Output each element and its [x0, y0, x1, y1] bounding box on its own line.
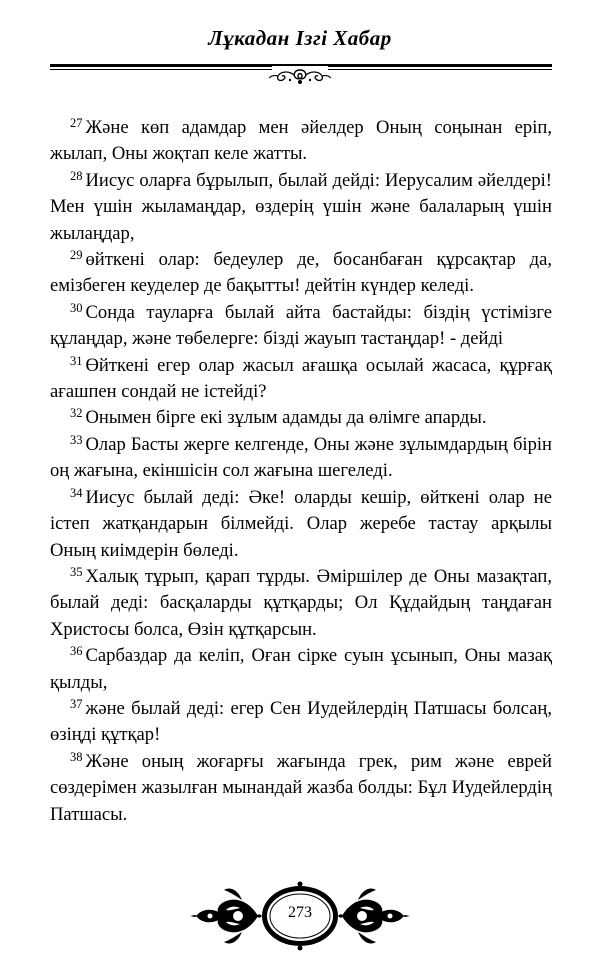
- verse-37: [50, 696, 552, 749]
- verse-number: 31: [70, 353, 83, 368]
- verse-29: [50, 247, 552, 300]
- verse-30: [50, 300, 552, 353]
- verse-33: [50, 432, 552, 485]
- verse-32: [50, 405, 552, 431]
- verse-text: Онымен бірге екі зұлым адамды да өлімге апарды.: [85, 407, 487, 429]
- verse-28: [50, 168, 552, 247]
- verse-number: 33: [70, 432, 83, 447]
- verse-number: 27: [70, 116, 83, 130]
- verse-36: [50, 643, 552, 696]
- page-number: 273: [288, 904, 312, 921]
- verse-number: 32: [70, 406, 83, 421]
- verse-text: Сарбаздар да келіп, Оған сірке суын ұсынып, Оны мазақ қылды,: [50, 645, 552, 693]
- verse-35: [50, 564, 552, 643]
- verse-text: Олар Басты жерге келгенде, Оны және зұлымдардың бірін оң жағына, екіншісін сол жағына шегеледі.: [50, 433, 552, 482]
- verse-text: Және көп адамдар мен әйелдер Оның соңынан еріп, жылап, Оны жоқтап келе жатты.: [50, 117, 552, 165]
- verse-text: Халық тұрып, қарап тұрды. Әміршілер де Оны мазақтап, былай деді: басқаларды құтқарды; Ол Құдайдың таңдаған Христосы болса, Өзін құтқарсын.: [50, 565, 552, 640]
- verse-text: Және оның жоғарғы жағында грек, рим және еврей сөздерімен жазылған мынандай жазба болды: Бұл Иудейлердің Патшасы.: [50, 750, 552, 825]
- verse-text: Өйткені егер олар жасыл ағашқа осылай жасаса, құрғақ ағашпен сондай не істейді?: [50, 354, 552, 403]
- scripture-text: [50, 115, 552, 828]
- verse-number: 36: [70, 644, 83, 659]
- running-header-title: Лұкадан Ізгі Хабар: [208, 26, 392, 50]
- verse-text: Сонда тауларға былай айта бастайды: біздің үстімізге құлаңдар, және төбелерге: бізді жауып тастаңдар! - дейді: [50, 301, 552, 350]
- header-flourish-icon: [266, 66, 334, 88]
- verse-text: өйткені олар: бедеулер де, босанбаған құрсақтар да, емізбеген кеуделер де бақытты! дейтін күндер келеді.: [50, 249, 552, 297]
- verse-number: 34: [70, 485, 83, 500]
- verse-text: Иисус оларға бұрылып, былай дейді: Иерусалим әйелдері! Мен үшін жыламаңдар, өздерің үшін және балаларың үшін жылаңдар,: [50, 169, 552, 244]
- verse-38: [50, 749, 552, 828]
- verse-text: Иисус былай деді: Әке! оларды кешір, өйткені олар не істеп жатқандарын білмейді. Олар жеребе тастау арқылы Оның киімдерін бөледі.: [50, 486, 552, 561]
- verse-34: [50, 485, 552, 564]
- verse-number: 38: [70, 749, 83, 764]
- verse-31: [50, 353, 552, 406]
- verse-number: 37: [70, 696, 83, 711]
- verse-number: 35: [70, 564, 83, 579]
- verse-number: 29: [70, 248, 83, 263]
- verse-27: [50, 115, 552, 168]
- verse-number: 28: [70, 168, 83, 183]
- verse-text: және былай деді: егер Сен Иудейлердің Патшасы болсаң, өзіңді құтқар!: [50, 697, 552, 746]
- verse-number: 30: [70, 300, 83, 315]
